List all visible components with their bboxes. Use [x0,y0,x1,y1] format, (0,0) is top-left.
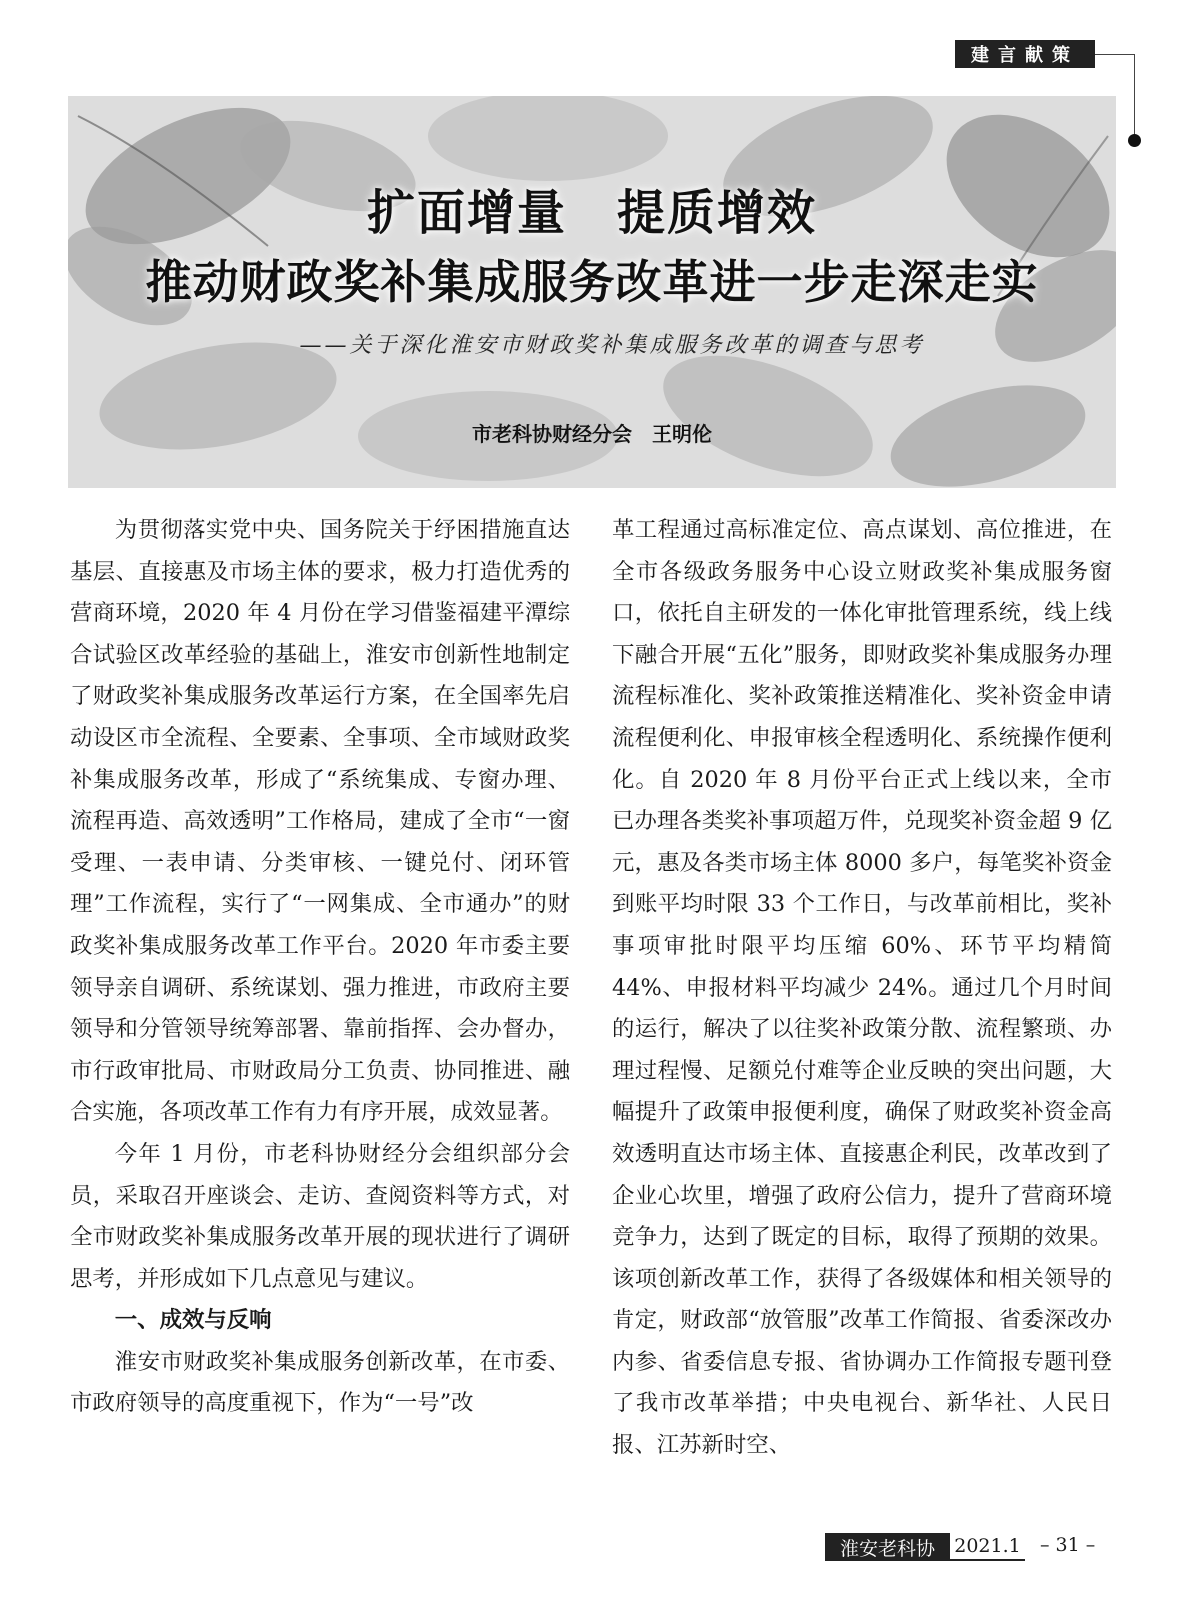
paragraph: 为贯彻落实党中央、国务院关于纾困措施直达基层、直接惠及市场主体的要求，极力打造优秀的营商环境，2020 年 4 月份在学习借鉴福建平潭综合试验区改革经验的基础上，淮安市创新性地制定了财政奖补集成服务改革运行方案，在全国率先启动设区市全流程、全要素、全事项、全市域财政奖补集成服务改革，形成了“系统集成、专窗办理、流程再造、高效透明”工作格局，建成了全市“一窗受理、一表申请、分类审核、一键兑付、闭环管理”工作流程，实行了“一网集成、全市通办”的财政奖补集成服务改革工作平台。2020 年市委主要领导亲自调研、系统谋划、强力推进，市政府主要领导和分管领导统筹部署、靠前指挥、会办督办，市行政审批局、市财政局分工负责、协同推进、融合实施，各项改革工作有力有序开展，成效显著。 [70,517,570,1126]
footer-issue: 2021.1 [950,1533,1025,1561]
left-column [70,510,570,1425]
footer-publication: 淮安老科协 [825,1533,950,1561]
tag-dot [1128,134,1141,147]
paragraph: 革工程通过高标准定位、高点谋划、高位推进，在全市各级政务服务中心设立财政奖补集成服务窗口，依托自主研发的一体化审批管理系统，线上线下融合开展“五化”服务，即财政奖补集成服务办理流程标准化、奖补政策推送精准化、奖补资金申请流程便利化、申报审核全程透明化、系统操作便利化。自 2020 年 8 月份平台正式上线以来，全市已办理各类奖补事项超万件，兑现奖补资金超 9 亿元，惠及各类市场主体 8000 多户，每笔奖补资金到账平均时限 33 个工作日，与改革前相比，奖补事项审批时限平均压缩 60%、环节平均精简 44%、申报材料平均减少 24%。通过几个月时间的运行，解决了以往奖补政策分散、流程繁琐、办理过程慢、足额兑付难等企业反映的突出问题，大幅提升了政策申报便利度，确保了财政奖补资金高效透明直达市场主体、直接惠企利民，改革改到了企业心坎里，增强了政府公信力，提升了营商环境竞争力，达到了既定的目标，取得了预期的效果。该项创新改革工作，获得了各级媒体和相关领导的肯定，财政部“放管服”改革工作简报、省委深改办内参、省委信息专报、省协调办工作简报专题刊登了我市改革举措；中央电视台、新华社、人民日报、江苏新时空、 [612,517,1112,1459]
section-tag: 建言献策 [955,40,1095,68]
right-column [612,510,1112,1467]
title-banner [68,96,1116,488]
subtitle: ——关于深化淮安市财政奖补集成服务改革的调查与思考 [299,333,925,358]
paragraph: 淮安市财政奖补集成服务创新改革，在市委、市政府领导的高度重视下，作为“一号”改 [70,1348,570,1417]
page-number: – 31 – [1040,1534,1096,1556]
paragraph: 今年 1 月份，市老科协财经分会组织部分会员，采取召开座谈会、走访、查阅资料等方式，对全市财政奖补集成服务改革开展的现状进行了调研思考，并形成如下几点意见与建议。 [70,1140,570,1292]
section-heading: 一、成效与反响 [114,1307,272,1334]
tag-connector-vertical [1134,54,1135,140]
title-line-2: 推动财政奖补集成服务改革进一步走深走实 [145,255,1039,309]
author-byline: 市老科协财经分会 王明伦 [472,422,712,446]
title-line-1: 扩面增量 提质增效 [366,185,817,241]
tag-connector-horizontal [1095,54,1135,55]
